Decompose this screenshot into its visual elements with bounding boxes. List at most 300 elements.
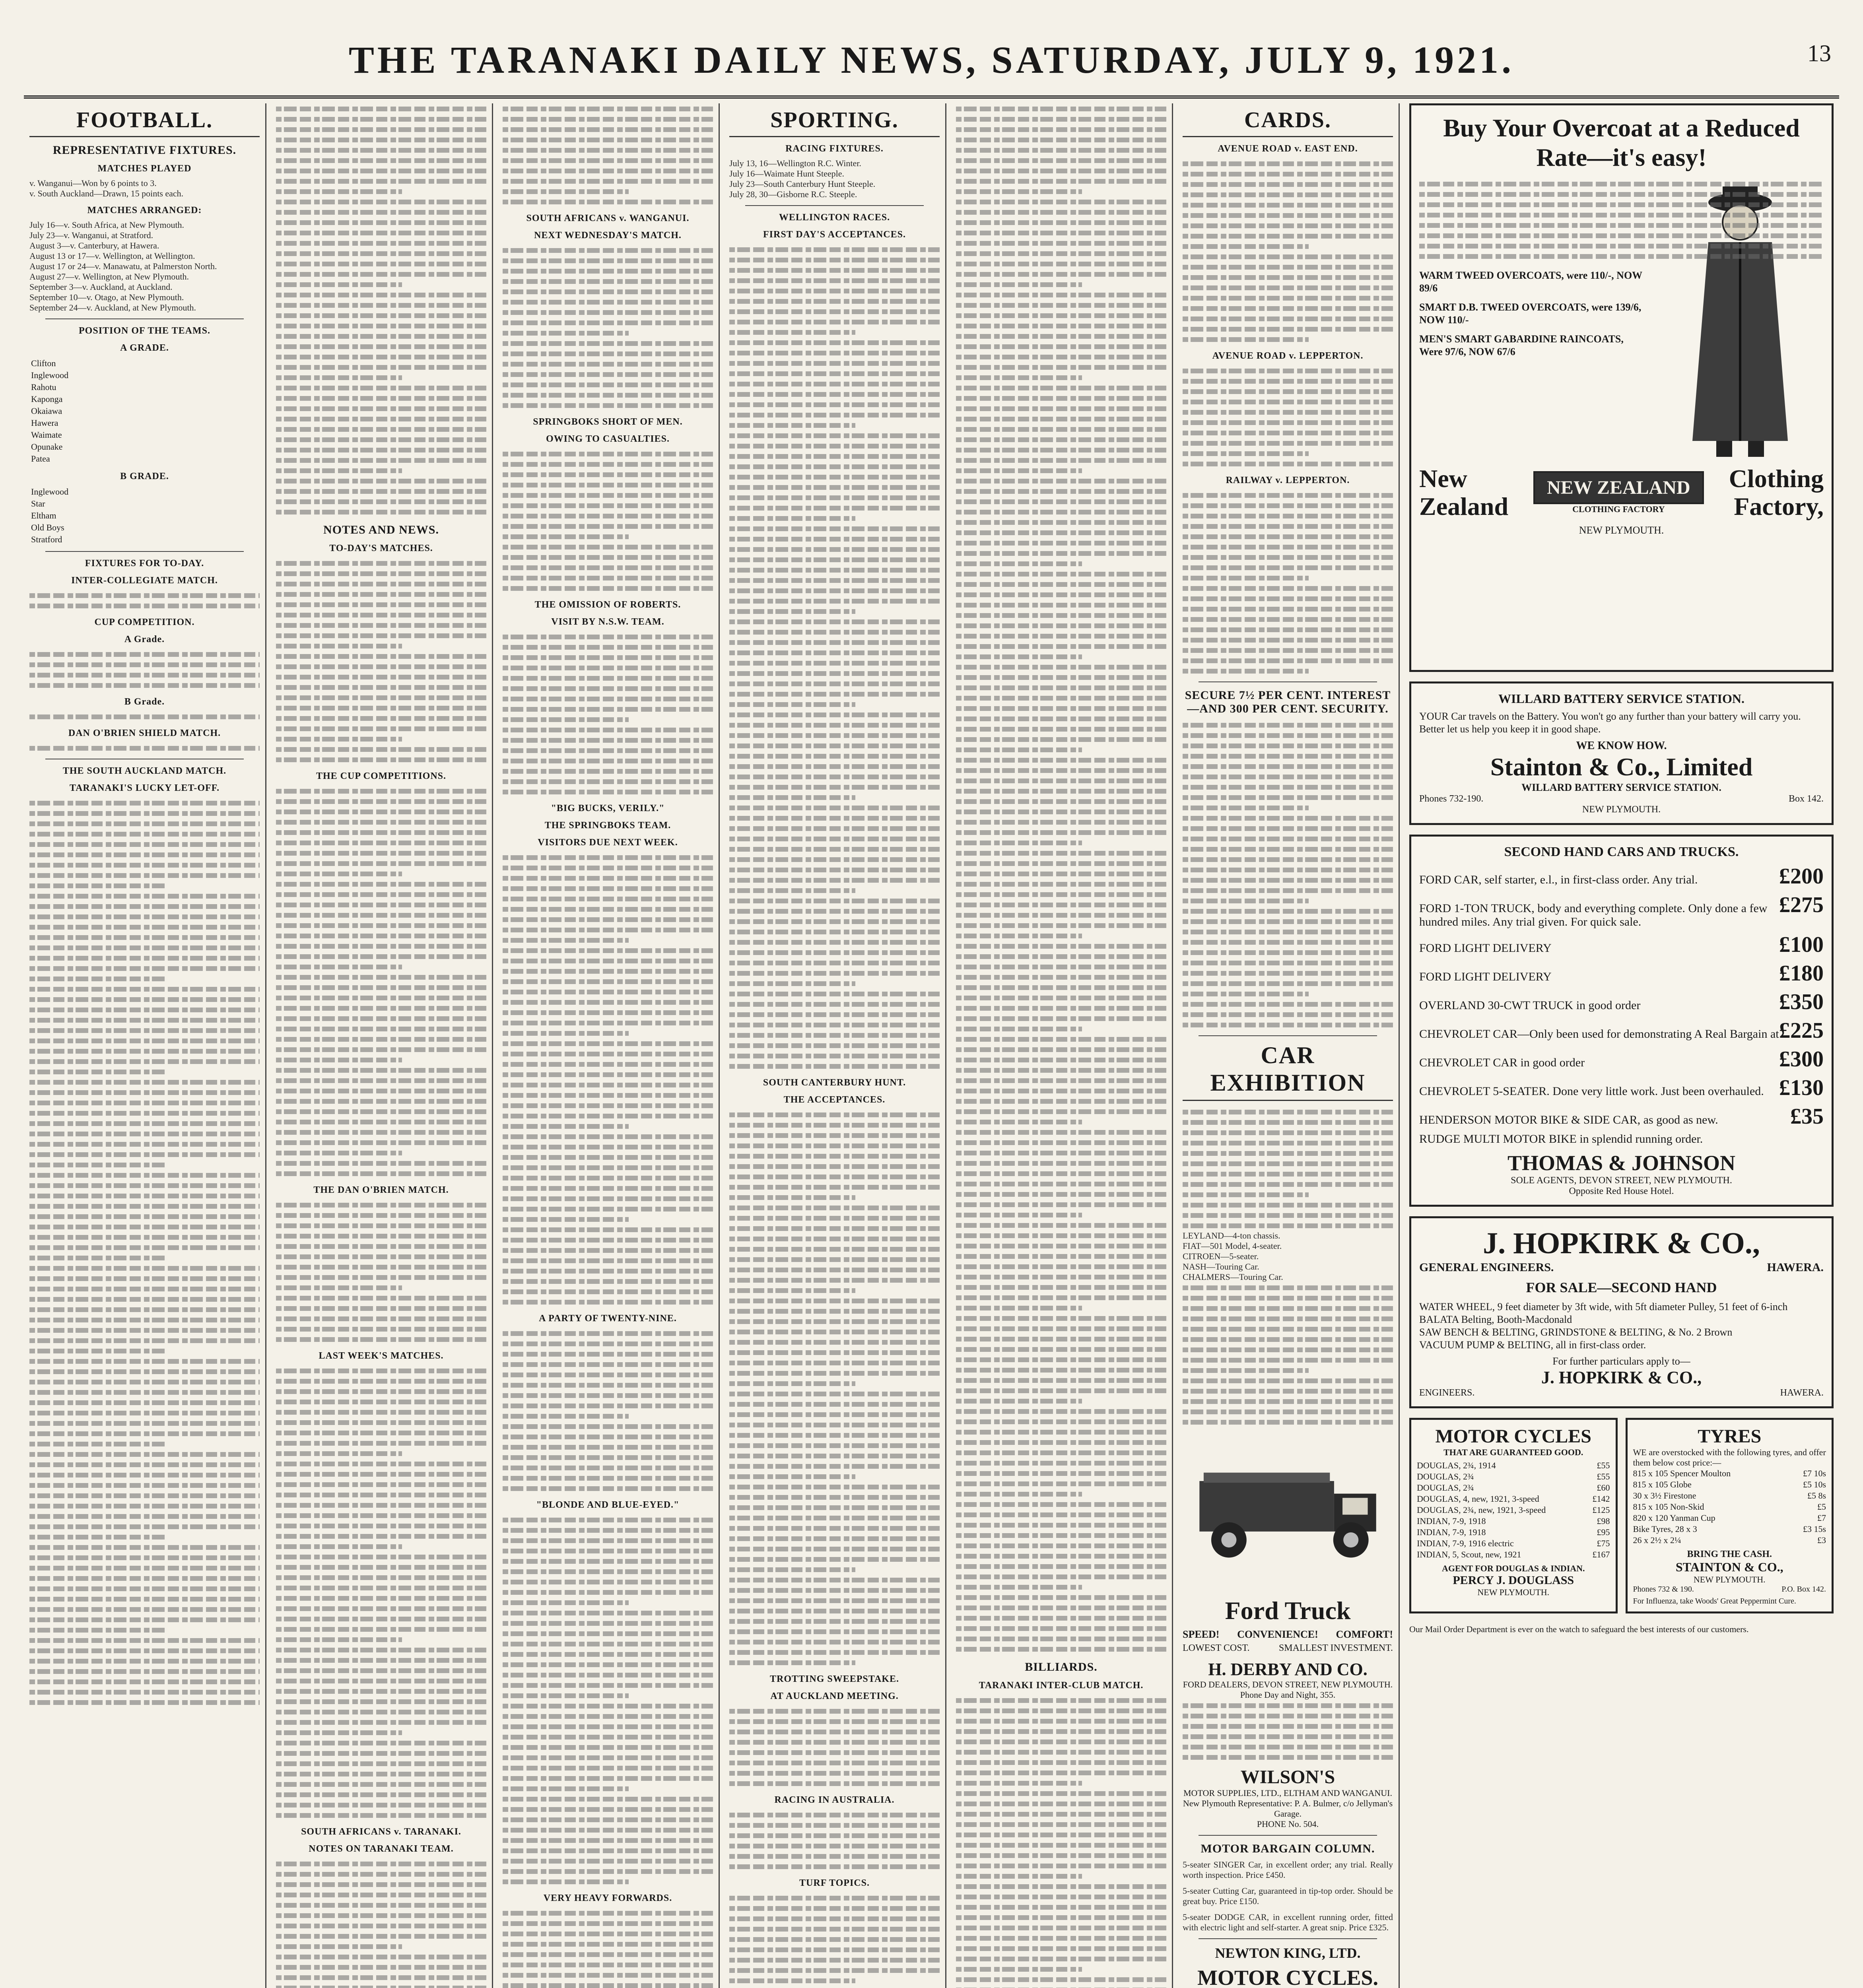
text-line bbox=[276, 1603, 486, 1613]
divider bbox=[1199, 681, 1377, 682]
text-line bbox=[29, 1697, 260, 1707]
text-line bbox=[729, 275, 940, 285]
text-line bbox=[503, 1680, 713, 1690]
vehicle-desc: FORD LIGHT DELIVERY bbox=[1419, 970, 1552, 983]
vehicle-row bbox=[1419, 1046, 1824, 1072]
text-line bbox=[29, 1170, 260, 1180]
text-line bbox=[729, 410, 940, 420]
text-line bbox=[29, 942, 260, 953]
text-line bbox=[29, 963, 260, 973]
article-body bbox=[729, 1809, 940, 1872]
text-line bbox=[276, 1127, 486, 1137]
text-line bbox=[1183, 978, 1393, 988]
text-line bbox=[503, 245, 713, 255]
article-body bbox=[1183, 1107, 1393, 1231]
text-line bbox=[729, 1461, 940, 1471]
text-line bbox=[729, 1399, 940, 1409]
article-body bbox=[503, 1514, 713, 1887]
wilsons-name: WILSON'S bbox=[1240, 1767, 1335, 1788]
vehicle-row bbox=[1419, 892, 1824, 929]
text-line bbox=[956, 1199, 1166, 1209]
text-line bbox=[956, 672, 1166, 682]
text-line bbox=[729, 668, 940, 678]
hopkirk-name: J. HOPKIRK & CO., bbox=[1483, 1227, 1760, 1260]
clothing-words bbox=[1729, 465, 1824, 520]
willard-tagline: YOUR Car travels on the Battery. You won't go any further than your battery will carry you. Better let us help you keep it in good shape. bbox=[1419, 711, 1801, 735]
mc-name: INDIAN, 7-9, 1918 bbox=[1417, 1527, 1486, 1537]
text-line bbox=[956, 372, 1082, 382]
text-line bbox=[503, 1017, 713, 1028]
text-line bbox=[956, 992, 1166, 1003]
vehicle-price: £275 bbox=[1779, 893, 1824, 917]
text-line bbox=[503, 1224, 713, 1235]
text-line bbox=[276, 1003, 486, 1013]
text-line bbox=[1183, 1731, 1393, 1741]
mc-dealer: PERCY J. DOUGLASS bbox=[1453, 1574, 1574, 1587]
text-line bbox=[729, 1830, 940, 1840]
text-line bbox=[29, 1676, 260, 1687]
text-line bbox=[503, 704, 713, 714]
table-row bbox=[29, 393, 260, 405]
text-line bbox=[1183, 895, 1309, 906]
text-line bbox=[29, 1480, 260, 1490]
tyres-phones: Phones 732 & 190. bbox=[1633, 1585, 1694, 1594]
text-line bbox=[729, 606, 855, 616]
text-line bbox=[956, 775, 1166, 786]
text-line bbox=[29, 922, 260, 932]
masthead-title: THE TARANAKI DAILY NEWS, SATURDAY, JULY 9, 1921. bbox=[348, 38, 1515, 81]
tyre-row bbox=[1633, 1501, 1826, 1512]
text-line bbox=[956, 1468, 1166, 1478]
text-line bbox=[1183, 407, 1393, 417]
text-line bbox=[29, 1263, 260, 1273]
text-line bbox=[729, 1140, 940, 1151]
bargain-item: 5-seater Cutting Car, guaranteed in tip-top order. Should be great buy. Price £150. bbox=[1183, 1886, 1393, 1906]
text-line bbox=[503, 673, 713, 683]
text-line bbox=[1183, 1303, 1393, 1313]
text-line bbox=[729, 1050, 940, 1061]
text-line bbox=[956, 1881, 1166, 1891]
text-line bbox=[956, 1520, 1166, 1530]
text-line bbox=[503, 490, 713, 500]
text-line bbox=[276, 393, 486, 403]
table-row bbox=[29, 498, 260, 510]
text-line bbox=[1183, 562, 1393, 573]
text-line bbox=[29, 1056, 260, 1066]
text-line bbox=[276, 1417, 486, 1427]
text-line bbox=[729, 1316, 940, 1326]
text-line bbox=[29, 1645, 260, 1656]
text-line bbox=[956, 465, 1082, 476]
text-line bbox=[956, 1499, 1166, 1509]
text-line bbox=[29, 1656, 260, 1666]
overcoat-line: SMART D.B. TWEED OVERCOATS, were 139/6, NOW 110/- bbox=[1419, 301, 1642, 326]
text-line bbox=[1183, 1009, 1393, 1019]
text-line bbox=[29, 1418, 260, 1428]
text-line bbox=[276, 424, 486, 434]
text-line bbox=[503, 1576, 713, 1587]
text-line bbox=[503, 165, 713, 176]
text-line bbox=[729, 1757, 940, 1768]
text-line bbox=[729, 1975, 855, 1986]
text-line bbox=[1183, 1417, 1393, 1427]
arranged-line: September 24—v. Auckland, at New Plymouth. bbox=[29, 303, 196, 313]
text-line bbox=[729, 244, 940, 254]
text-line bbox=[1183, 1220, 1393, 1231]
text-line bbox=[276, 1665, 486, 1675]
text-line bbox=[956, 1850, 1166, 1860]
text-line bbox=[729, 1913, 940, 1924]
text-line bbox=[276, 1706, 486, 1717]
text-line bbox=[503, 1566, 713, 1576]
text-line bbox=[503, 1659, 713, 1670]
text-line bbox=[503, 176, 713, 186]
vehicle-price: £350 bbox=[1779, 990, 1824, 1014]
text-line bbox=[503, 1773, 713, 1783]
text-line bbox=[956, 1044, 1166, 1054]
nz-badge-sub: CLOTHING FACTORY bbox=[1572, 504, 1665, 514]
text-line bbox=[956, 1819, 1166, 1829]
text-line bbox=[956, 734, 1166, 744]
overcoat-ad-title: Buy Your Overcoat at a Reduced Rate—it's easy! bbox=[1443, 114, 1800, 171]
divider bbox=[745, 205, 924, 206]
text-line bbox=[29, 711, 260, 722]
text-line bbox=[29, 1335, 260, 1345]
text-line bbox=[29, 1449, 260, 1459]
vehicle-desc: CHEVROLET 5-SEATER. Done very little work. Just been overhauled. bbox=[1419, 1085, 1764, 1098]
text-line bbox=[1183, 189, 1393, 200]
article-body bbox=[276, 558, 486, 765]
text-line bbox=[729, 875, 940, 885]
text-line bbox=[29, 1387, 260, 1397]
text-line bbox=[29, 901, 260, 911]
overcoat-copy bbox=[1419, 179, 1824, 261]
text-line bbox=[503, 400, 713, 410]
text-line bbox=[729, 1151, 940, 1161]
fixture-line: July 23—South Canterbury Hunt Steeple. bbox=[729, 179, 876, 189]
willard-town: NEW PLYMOUTH. bbox=[1582, 804, 1661, 815]
mc-price: £167 bbox=[1592, 1549, 1610, 1559]
text-line bbox=[956, 879, 1166, 889]
tyres-ad bbox=[1626, 1418, 1834, 1613]
text-line bbox=[276, 1686, 486, 1696]
text-line bbox=[1183, 552, 1393, 562]
text-line bbox=[276, 1137, 486, 1147]
text-line bbox=[276, 713, 486, 723]
text-line bbox=[29, 1097, 260, 1108]
text-line bbox=[956, 382, 1166, 393]
text-line bbox=[503, 1204, 713, 1214]
text-line bbox=[729, 647, 940, 658]
text-line bbox=[956, 196, 1166, 207]
arranged-line: August 17 or 24—v. Manawatu, at Palmerston North. bbox=[29, 261, 217, 271]
text-line bbox=[1183, 583, 1393, 593]
text-line bbox=[29, 1221, 260, 1232]
text-line bbox=[276, 1910, 486, 1920]
text-line bbox=[503, 997, 713, 1007]
text-line bbox=[729, 1903, 940, 1913]
text-line bbox=[729, 937, 940, 947]
text-line bbox=[276, 703, 486, 713]
vehicle-row bbox=[1419, 864, 1824, 889]
text-line bbox=[1183, 593, 1393, 604]
article-body bbox=[729, 1893, 940, 1988]
text-line bbox=[29, 1087, 260, 1097]
vehicle-price: £180 bbox=[1779, 961, 1824, 986]
text-line bbox=[503, 1286, 713, 1297]
text-line bbox=[29, 743, 260, 753]
text-line bbox=[276, 1858, 486, 1869]
text-line bbox=[1183, 1355, 1393, 1365]
racing-fixtures-heading: RACING FIXTURES. bbox=[785, 144, 884, 154]
vehicle-desc: OVERLAND 30-CWT TRUCK in good order bbox=[1419, 999, 1641, 1012]
text-line bbox=[956, 1209, 1082, 1220]
text-line bbox=[29, 1563, 260, 1573]
text-line bbox=[956, 1096, 1166, 1106]
mc-row bbox=[1417, 1549, 1610, 1560]
text-line bbox=[503, 766, 713, 776]
text-line bbox=[956, 1912, 1166, 1922]
text-line bbox=[729, 864, 940, 875]
text-line bbox=[276, 858, 486, 868]
text-line bbox=[29, 1314, 260, 1325]
text-line bbox=[956, 1323, 1166, 1334]
text-line bbox=[1183, 179, 1393, 189]
text-line bbox=[956, 445, 1166, 455]
text-line bbox=[956, 848, 1166, 858]
text-line bbox=[956, 1375, 1166, 1385]
derby-phone: Phone Day and Night, 355. bbox=[1240, 1690, 1336, 1700]
willard-ad bbox=[1409, 681, 1834, 825]
text-line bbox=[956, 476, 1166, 486]
text-line bbox=[956, 579, 1166, 589]
text-line bbox=[29, 1190, 260, 1201]
text-line bbox=[1183, 313, 1393, 324]
text-line bbox=[956, 1013, 1166, 1023]
derby-address: FORD DEALERS, DEVON STREET, NEW PLYMOUTH. bbox=[1183, 1679, 1393, 1689]
text-line bbox=[1419, 199, 1824, 210]
dan-obrien-shield-heading: DAN O'BRIEN SHIELD MATCH. bbox=[68, 728, 221, 738]
text-line bbox=[956, 961, 1166, 972]
text-line bbox=[503, 1928, 713, 1939]
inter-collegiate-heading: INTER-COLLEGIATE MATCH. bbox=[71, 575, 218, 586]
text-line bbox=[503, 1825, 713, 1835]
text-line bbox=[276, 403, 486, 414]
vehicle-desc: RUDGE MULTI MOTOR BIKE in splendid running order. bbox=[1419, 1132, 1703, 1145]
stainton-name: Stainton & Co., Limited bbox=[1490, 753, 1753, 781]
text-line bbox=[1183, 251, 1393, 262]
text-line bbox=[729, 709, 940, 720]
text-line bbox=[276, 1779, 486, 1789]
text-line bbox=[1183, 1210, 1393, 1220]
text-line bbox=[729, 337, 940, 348]
text-line bbox=[956, 538, 1166, 548]
article-body bbox=[1183, 490, 1393, 676]
text-line bbox=[276, 1769, 486, 1779]
speed-label: SPEED! bbox=[1183, 1629, 1220, 1640]
text-line bbox=[956, 796, 1166, 806]
text-line bbox=[503, 1794, 713, 1804]
text-line bbox=[276, 186, 402, 196]
text-line bbox=[276, 1982, 486, 1988]
text-line bbox=[1183, 782, 1393, 792]
tyre-price: £5 bbox=[1817, 1502, 1826, 1512]
text-line bbox=[29, 911, 260, 922]
vehicle-desc: HENDERSON MOTOR BIKE & SIDE CAR, as good as new. bbox=[1419, 1113, 1718, 1126]
arranged-line: September 3—v. Auckland, at Auckland. bbox=[29, 282, 173, 292]
article-body bbox=[1183, 1700, 1393, 1762]
text-line bbox=[729, 492, 940, 503]
text-line bbox=[956, 1592, 1166, 1602]
text-line bbox=[956, 1292, 1166, 1303]
text-line bbox=[276, 982, 486, 992]
text-line bbox=[956, 765, 1166, 775]
bring-cash: BRING THE CASH. bbox=[1687, 1549, 1772, 1559]
arranged-line: August 27—v. Wellington, at New Plymouth. bbox=[29, 272, 189, 282]
for-sale-heading: FOR SALE—SECOND HAND bbox=[1526, 1279, 1717, 1295]
model-line: CHALMERS—Touring Car. bbox=[1183, 1272, 1283, 1282]
text-line bbox=[1183, 988, 1309, 999]
ford-slogans bbox=[1183, 1629, 1393, 1640]
text-line bbox=[956, 1489, 1082, 1499]
text-line bbox=[276, 910, 486, 920]
text-line bbox=[503, 338, 713, 348]
text-line bbox=[956, 1385, 1166, 1396]
comfort-label: COMFORT! bbox=[1336, 1629, 1393, 1640]
text-line bbox=[1183, 1158, 1393, 1169]
mc-price: £55 bbox=[1597, 1460, 1610, 1470]
wilsons-sub: MOTOR SUPPLIES, LTD., ELTHAM AND WANGANUI. bbox=[1183, 1788, 1392, 1798]
tyres-dealer: STAINTON & CO., bbox=[1675, 1560, 1783, 1574]
text-line bbox=[29, 1542, 260, 1552]
text-line bbox=[729, 957, 940, 968]
text-line bbox=[503, 1876, 629, 1887]
vehicle-row bbox=[1419, 1075, 1824, 1101]
text-line bbox=[729, 1440, 940, 1450]
text-line bbox=[956, 1716, 1166, 1726]
text-line bbox=[503, 1721, 713, 1732]
text-line bbox=[503, 1411, 629, 1421]
text-line bbox=[956, 1509, 1166, 1520]
tyre-price: £5 8s bbox=[1807, 1491, 1826, 1501]
avenue-east-end-heading: AVENUE ROAD v. EAST END. bbox=[1218, 144, 1358, 154]
column-cards bbox=[1177, 103, 1400, 1988]
text-line bbox=[729, 678, 940, 689]
text-line bbox=[276, 682, 486, 692]
text-line bbox=[276, 692, 486, 703]
text-line bbox=[29, 849, 260, 860]
text-line bbox=[276, 1675, 486, 1686]
table-row bbox=[29, 534, 260, 546]
text-line bbox=[729, 461, 940, 472]
text-line bbox=[729, 1986, 940, 1988]
text-line bbox=[956, 641, 1166, 651]
text-line bbox=[956, 1023, 1082, 1034]
text-line bbox=[503, 531, 629, 542]
text-line bbox=[729, 740, 940, 751]
text-line bbox=[29, 984, 260, 994]
text-line bbox=[956, 682, 1166, 693]
text-line bbox=[29, 680, 260, 690]
text-line bbox=[729, 379, 940, 389]
text-line bbox=[276, 806, 486, 817]
vehicle-row bbox=[1419, 1132, 1824, 1146]
text-line bbox=[276, 1727, 402, 1738]
text-line bbox=[956, 1251, 1166, 1261]
text-line bbox=[276, 1582, 486, 1593]
factory-word: Factory, bbox=[1734, 492, 1824, 520]
text-line bbox=[29, 1252, 167, 1263]
text-line bbox=[1183, 1127, 1393, 1138]
party-29-heading: A PARTY OF TWENTY-NINE. bbox=[539, 1313, 677, 1324]
text-line bbox=[503, 448, 713, 459]
vehicle-price: £300 bbox=[1779, 1047, 1824, 1072]
text-line bbox=[503, 1980, 713, 1988]
table-row bbox=[29, 522, 260, 534]
text-line bbox=[503, 986, 713, 997]
text-line bbox=[1419, 179, 1824, 189]
text-line bbox=[29, 590, 260, 600]
text-line bbox=[729, 916, 940, 926]
text-line bbox=[729, 1337, 940, 1347]
text-line bbox=[729, 813, 940, 823]
text-line bbox=[503, 1814, 713, 1825]
text-line bbox=[276, 1386, 486, 1396]
text-line bbox=[276, 414, 486, 424]
text-line bbox=[956, 1551, 1166, 1561]
hb-badge bbox=[1533, 471, 1704, 514]
text-line bbox=[276, 961, 402, 972]
heavy-forwards-heading: VERY HEAVY FORWARDS. bbox=[543, 1893, 672, 1903]
text-line bbox=[29, 1232, 260, 1242]
text-line bbox=[276, 568, 486, 579]
text-line bbox=[729, 1616, 940, 1626]
played-list bbox=[29, 178, 260, 199]
text-line bbox=[503, 883, 713, 893]
text-line bbox=[29, 1046, 260, 1056]
dealer-sub: SOLE AGENTS, DEVON STREET, NEW PLYMOUTH. bbox=[1511, 1175, 1732, 1186]
text-line bbox=[956, 1964, 1082, 1974]
text-line bbox=[729, 1223, 940, 1233]
divider bbox=[1199, 1835, 1377, 1836]
text-line bbox=[956, 300, 1166, 310]
text-line bbox=[503, 935, 629, 945]
text-line bbox=[956, 548, 1166, 558]
mc-name: INDIAN, 5, Scout, new, 1921 bbox=[1417, 1549, 1521, 1559]
text-line bbox=[729, 637, 940, 647]
text-line bbox=[1183, 1752, 1393, 1762]
text-line bbox=[1183, 645, 1393, 655]
sc-hunt-heading: SOUTH CANTERBURY HUNT. bbox=[763, 1077, 906, 1088]
text-line bbox=[1183, 875, 1393, 885]
a-grade-heading: A GRADE. bbox=[120, 343, 169, 353]
text-line bbox=[956, 868, 1166, 879]
text-line bbox=[729, 1275, 940, 1285]
article-body bbox=[276, 1858, 486, 1988]
text-line bbox=[956, 1561, 1166, 1571]
article-body bbox=[956, 103, 1166, 1654]
text-line bbox=[729, 844, 940, 854]
text-line bbox=[729, 1554, 940, 1564]
fixture-line: July 28, 30—Gisborne R.C. Steeple. bbox=[729, 189, 857, 199]
text-line bbox=[276, 1572, 486, 1582]
text-line bbox=[276, 1879, 486, 1889]
text-line bbox=[503, 276, 713, 286]
text-line bbox=[956, 1085, 1166, 1096]
text-line bbox=[503, 1939, 713, 1949]
text-line bbox=[956, 1933, 1166, 1943]
text-line bbox=[503, 1597, 629, 1607]
